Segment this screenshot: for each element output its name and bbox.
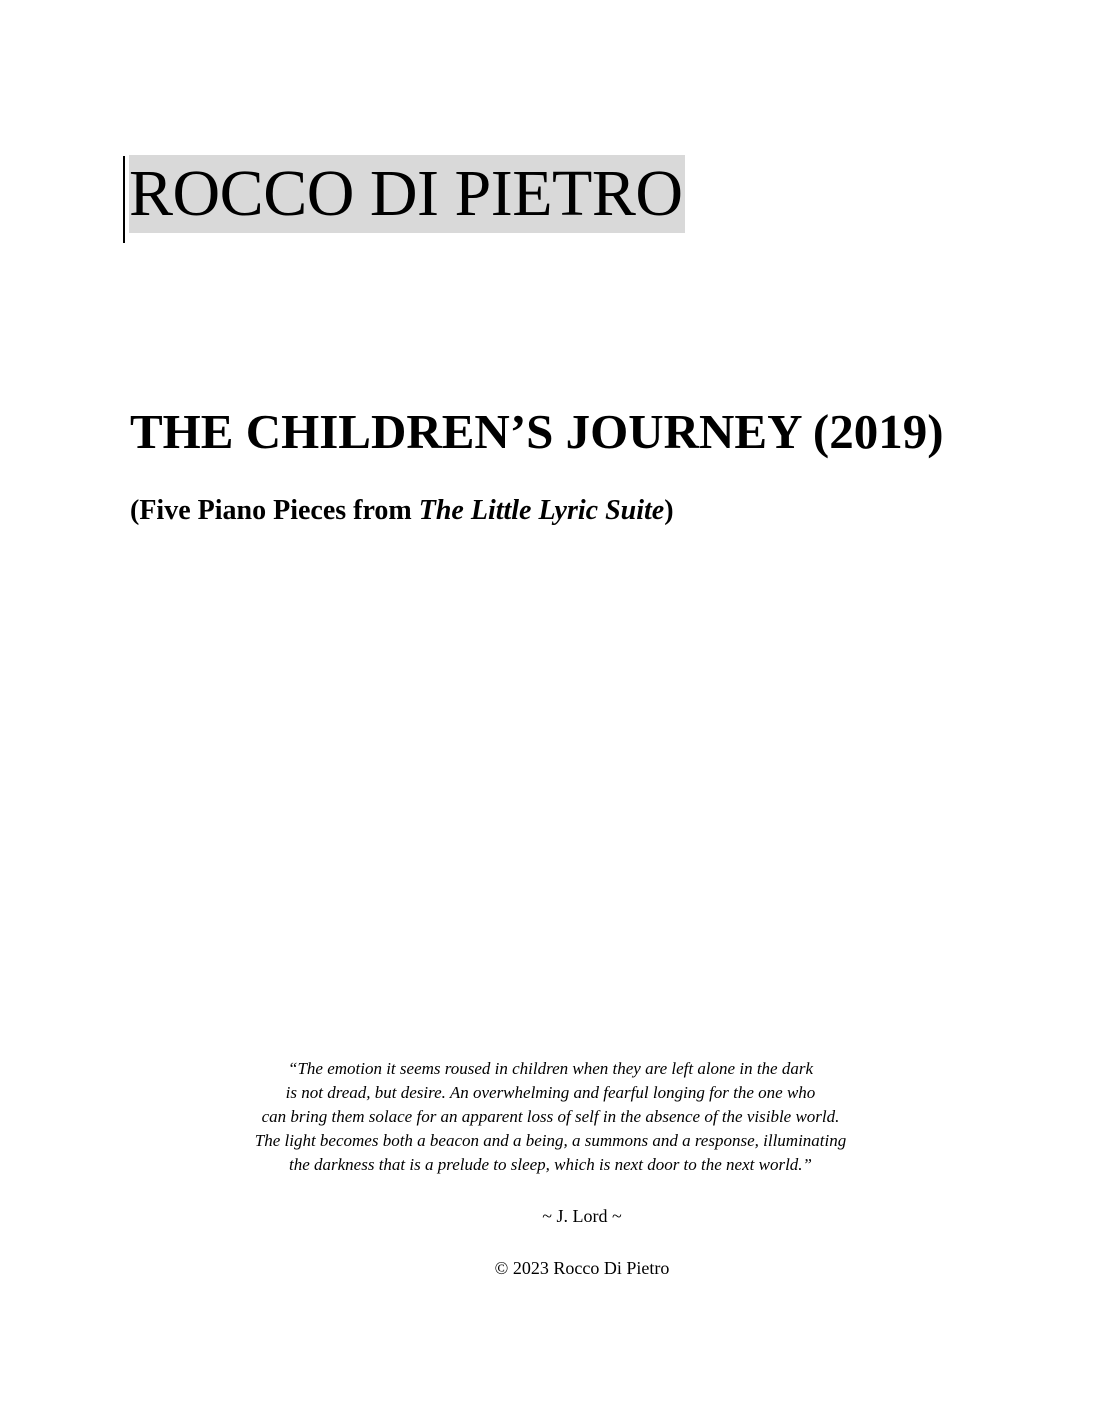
subtitle-suffix: ) (664, 495, 674, 526)
piece-title[interactable]: THE CHILDREN’S JOURNEY (2019) (130, 404, 944, 459)
quote-attribution[interactable]: ~ J. Lord ~ (542, 1206, 622, 1226)
epigraph-quote[interactable] (200, 1057, 901, 1177)
subtitle-italic: The Little Lyric Suite (418, 495, 665, 526)
quote-line: The light becomes both a beacon and a being, a summons and a response, illuminating (254, 1131, 847, 1150)
quote-line: the darkness that is a prelude to sleep, which is next door to the next world.” (288, 1155, 812, 1174)
composer-name-selected[interactable]: ROCCO DI PIETRO (129, 155, 685, 233)
quote-line: is not dread, but desire. An overwhelming and fearful longing for the one who (285, 1083, 816, 1102)
subtitle-prefix: (Five Piano Pieces from (130, 495, 419, 526)
text-cursor (123, 156, 125, 243)
quote-line: “The emotion it seems roused in children when they are left alone in the dark (287, 1059, 814, 1078)
piece-subtitle[interactable] (130, 493, 674, 529)
copyright-notice[interactable]: © 2023 Rocco Di Pietro (494, 1258, 670, 1278)
quote-line: can bring them solace for an apparent loss of self in the absence of the visible world. (261, 1107, 840, 1126)
